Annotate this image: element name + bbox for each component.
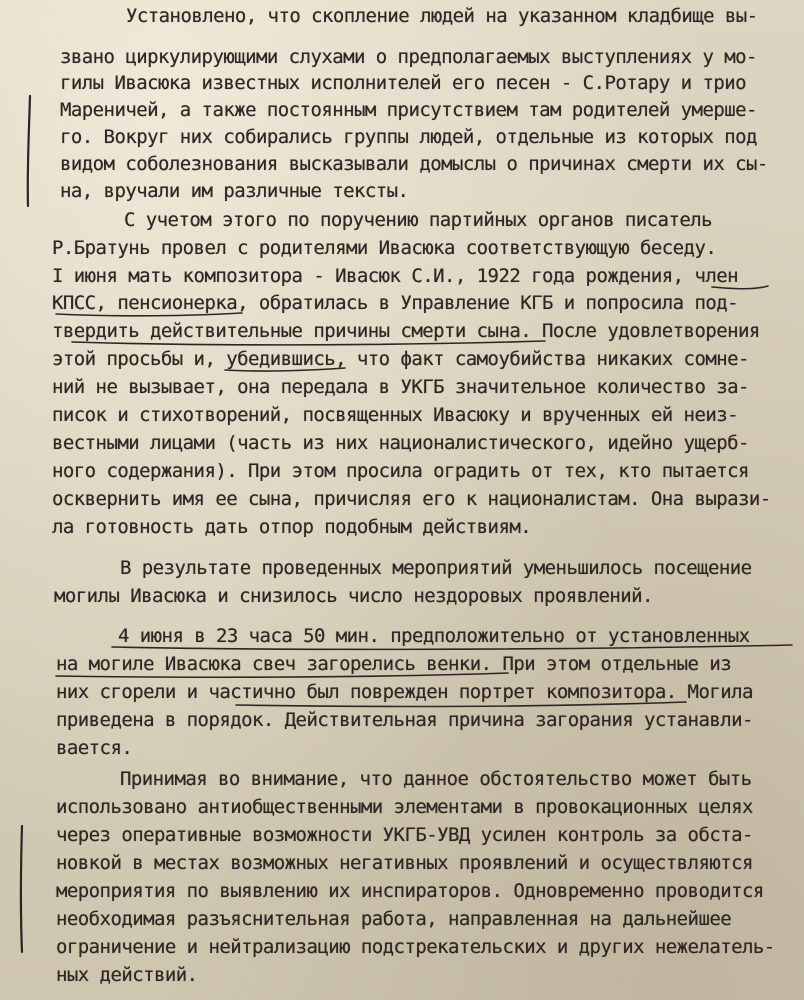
text-line: необходимая разъяснительная работа, направленная на дальнейшее — [56, 908, 732, 930]
text-line: Принимая во внимание, что данное обстоятельство может быть — [120, 768, 752, 790]
text-line: ного содержания). При этом просила оградить от тех, кто пытается — [52, 460, 749, 482]
text-line: на, вручали им различные тексты. — [60, 180, 409, 202]
text-line: ограничение и нейтрализацию подстрекательских и других нежелатель- — [56, 936, 775, 958]
text-line: через оперативные возможности УКГБ-УВД усилен контроль за обста- — [56, 824, 753, 846]
text-line: КПСС, пенсионерка, обратилась в Управление КГБ и попросила под- — [52, 292, 739, 314]
text-line: на могиле Ивасюка свеч загорелись венки. При этом отдельные из — [56, 653, 732, 675]
text-line: осквернить имя ее сына, причисляя его к националистам. Она вырази- — [52, 488, 771, 510]
underline-wreaths — [56, 673, 508, 677]
text-line: ных действий. — [56, 964, 198, 986]
text-line: вается. — [56, 737, 133, 759]
text-line: вестными лицами (часть из них националистического, идейно ущерб- — [52, 432, 749, 454]
text-line: Р.Братунь провел с родителями Ивасюка соответствующую беседу. — [52, 237, 717, 259]
text-line: видом соболезнования высказывали домыслы о причинах смерти их сы- — [60, 153, 768, 175]
margin-line-bottom — [21, 826, 22, 952]
text-line: Установлено, что скопление людей на указанном кладбище вы- — [126, 5, 758, 27]
text-line: звано циркулирующими слухами о предполагаемых выступлениях у мо- — [60, 46, 757, 68]
text-line: использовано антиобщественными элементами в провокационных целях — [56, 796, 753, 818]
underline-pensioner — [56, 313, 242, 316]
underline-confirm-cause — [72, 341, 545, 345]
underline-portrait — [236, 702, 686, 707]
text-line: этой просьбы и, убедившись, что факт самоубийства никаких сомне- — [52, 348, 749, 370]
text-line: ла готовность дать отпор подобным действиям. — [52, 516, 532, 538]
margin-line-top — [28, 96, 30, 206]
text-line: В результате проведенных мероприятий уменьшилось посещение — [120, 557, 752, 579]
text-line: новкой в местах возможных негативных проявлений и осуществляются — [56, 852, 753, 874]
text-line: писок и стихотворений, посвященных Ивасюку и врученных ей неиз- — [52, 404, 739, 426]
text-line: мероприятия по выявлению их инспираторов. Одновременно проводится — [56, 880, 764, 902]
text-line: го. Вокруг них собирались группы людей, отдельные из которых под — [60, 126, 757, 148]
text-line: приведена в порядок. Действительная причина загорания устанавли- — [56, 709, 753, 731]
text-line: 4 июня в 23 часа 50 мин. предположительно от установленных — [118, 625, 750, 647]
text-line: Мареничей, а также постоянным присутствием там родителей умерше- — [60, 99, 757, 121]
text-line: ний не вызывает, она передала в УКГБ значительное количество за- — [52, 376, 749, 398]
text-line: С учетом этого по поручению партийных органов писатель — [124, 209, 713, 231]
text-line: могилы Ивасюка и снизилось число нездоровых проявлений. — [54, 585, 653, 607]
text-line: гилы Ивасюка известных исполнителей его песен - С.Ротару и трио — [60, 72, 747, 94]
underline-date-time — [112, 645, 792, 649]
text-line: них сгорели и частично был поврежден портрет композитора. Могила — [56, 681, 753, 703]
underline-convinced — [225, 368, 345, 371]
text-line: твердить действительные причины смерти сына. После удовлетворения — [52, 320, 760, 342]
underline-member-cpsu — [712, 286, 768, 289]
text-line: I июня мать композитора - Ивасюк С.И., 1922 года рождения, член — [52, 265, 739, 287]
